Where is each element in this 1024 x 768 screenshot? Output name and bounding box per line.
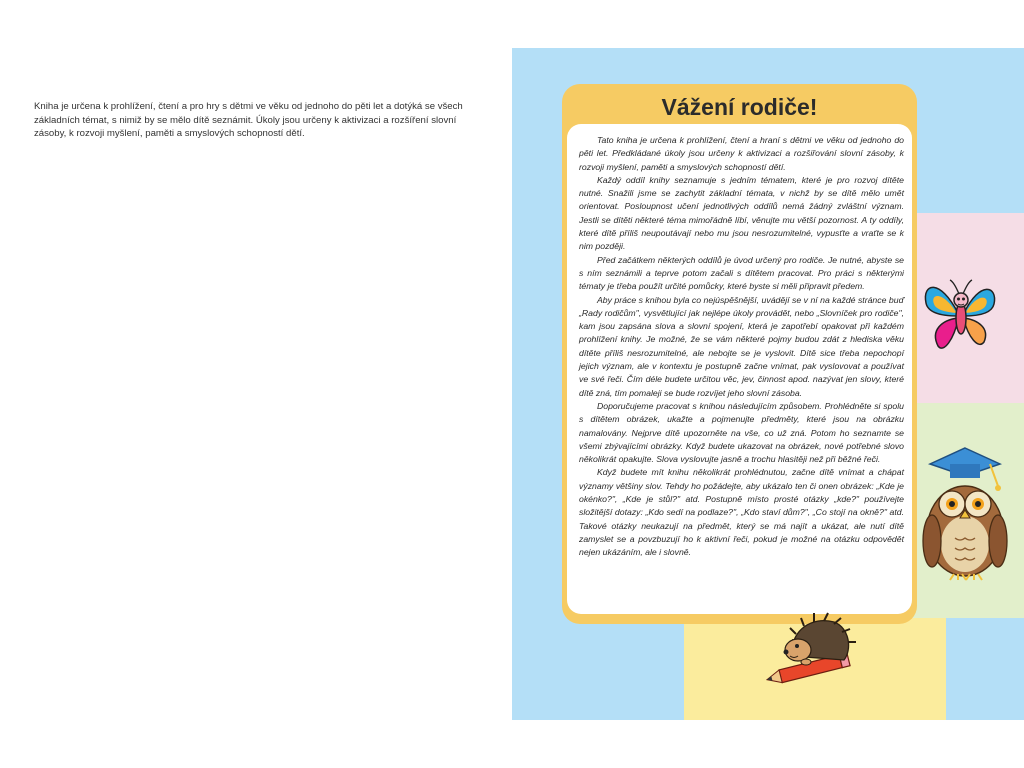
paragraph: Když budete mít knihu několikrát prohlédnutou, začne dítě vnímat a chápat významy většiny slov. Tehdy ho požádejte, aby ukázalo ten či onen obrázek: „Kde je okénko?", „Kde je stůl?" atd. Postupně místo prosté otázky „kde?" používejte složitější dotazy: „Kdo sedí na podlaze?", „Kdo staví dům?", „Co stojí na okně?" atd. Takové otázky neukazují na předmět, který se má najít a ukázat, ale nutí dítě zamyslet se a povzbuzují ho k aktivní řeči, pokud je možné na otázku odpovědět nejen ukázáním, ale i slovně.	[579, 467, 904, 558]
paragraph: Doporučujeme pracovat s knihou následujícím způsobem. Prohlédněte si spolu s dítětem obrázek, ukažte a pojmenujte předměty, které jsou na obrázku namalovány. Nejprve dítě upozorněte na vše, co už zná. Potom ho seznamte se všemi zbývajícími obrázky. Když budete ukazovat na obrázek, nové potřebné slovo několikrát opakujte. Slova vyslovujte jasně a trochu hlasitěji než při běžné řeči.	[579, 400, 904, 465]
card-text-box	[567, 124, 912, 614]
paragraph: Každý oddíl knihy seznamuje s jedním tématem, které je pro rozvoj dítěte nutné. Snažili jsme se zachytit základní témata, v nichž by se dítě mělo umět orientovat. Posloupnost učení jednotlivých oddílů nemá žádný zvláštní význam. Jestli se dítěti některé téma mimořádně líbí, věnujte mu větší pozornost. A ty oddíly, které dítě příliš neupoutávají nebo mu jsou nesrozumitelné, vypusťte a vraťte se k nim později.	[579, 174, 904, 252]
paragraph: Aby práce s knihou byla co nejúspěšnější, uvádějí se v ní na každé stránce buď „Rady rodičům", vysvětlující jak nejlépe úkoly provádět, nebo „Slovníček pro rodiče", kam jsou zapsána slova a slovní spojení, která je zapotřebí opakovat při každém prohlížení knihy. Je možné, že se vám některé pojmy budou zdát z hlediska věku dítěte příliš nesrozumitelné, ale nebojte se je vyslovit. Dítě sice třeba nepochopí jejich význam, ale v kontextu je postupně začne vnímat, pak vyslovovat a používat ve své řeči. Čím déle budete určitou věc, jev, činnost apod. nazývat jen slovy, které dítě zná, tím pomaleji se bude rozvíjet jeho slovní zásoba.	[579, 294, 904, 398]
book-page	[512, 48, 1024, 720]
parents-note-card	[562, 84, 917, 624]
butterfly-illustration	[920, 268, 1000, 358]
intro-text: Kniha je určena k prohlížení, čtení a pro hry s dětmi ve věku od jednoho do pěti let a dotýká se všech základních témat, s nimiž by se mělo dítě seznámit. Úkoly jsou určeny k aktivizaci a rozšíření slovní zásoby, k rozvoji myšlení, paměti a smyslových schopností dětí.	[34, 101, 463, 140]
hedgehog-illustration	[762, 610, 857, 690]
card-title: Vážení rodiče!	[661, 94, 818, 120]
paragraph: Před začátkem některých oddílů je úvod určený pro rodiče. Je nutné, abyste se s ním seznámili a teprve potom začali s dítětem pracovat. Pro práci s některými tématy je třeba použít určité pomůcky, které byste si měli připravit předem.	[579, 254, 904, 292]
owl-illustration	[920, 446, 1010, 581]
card-body	[579, 134, 904, 560]
paragraph: Tato kniha je určena k prohlížení, čtení a hraní s dětmi ve věku od jednoho do pěti let. Předkládané úkoly jsou určeny k aktivizaci a rozšiřování slovní zásoby, k rozvoji myšlení, paměti a smyslových schopností dětí.	[579, 135, 904, 172]
